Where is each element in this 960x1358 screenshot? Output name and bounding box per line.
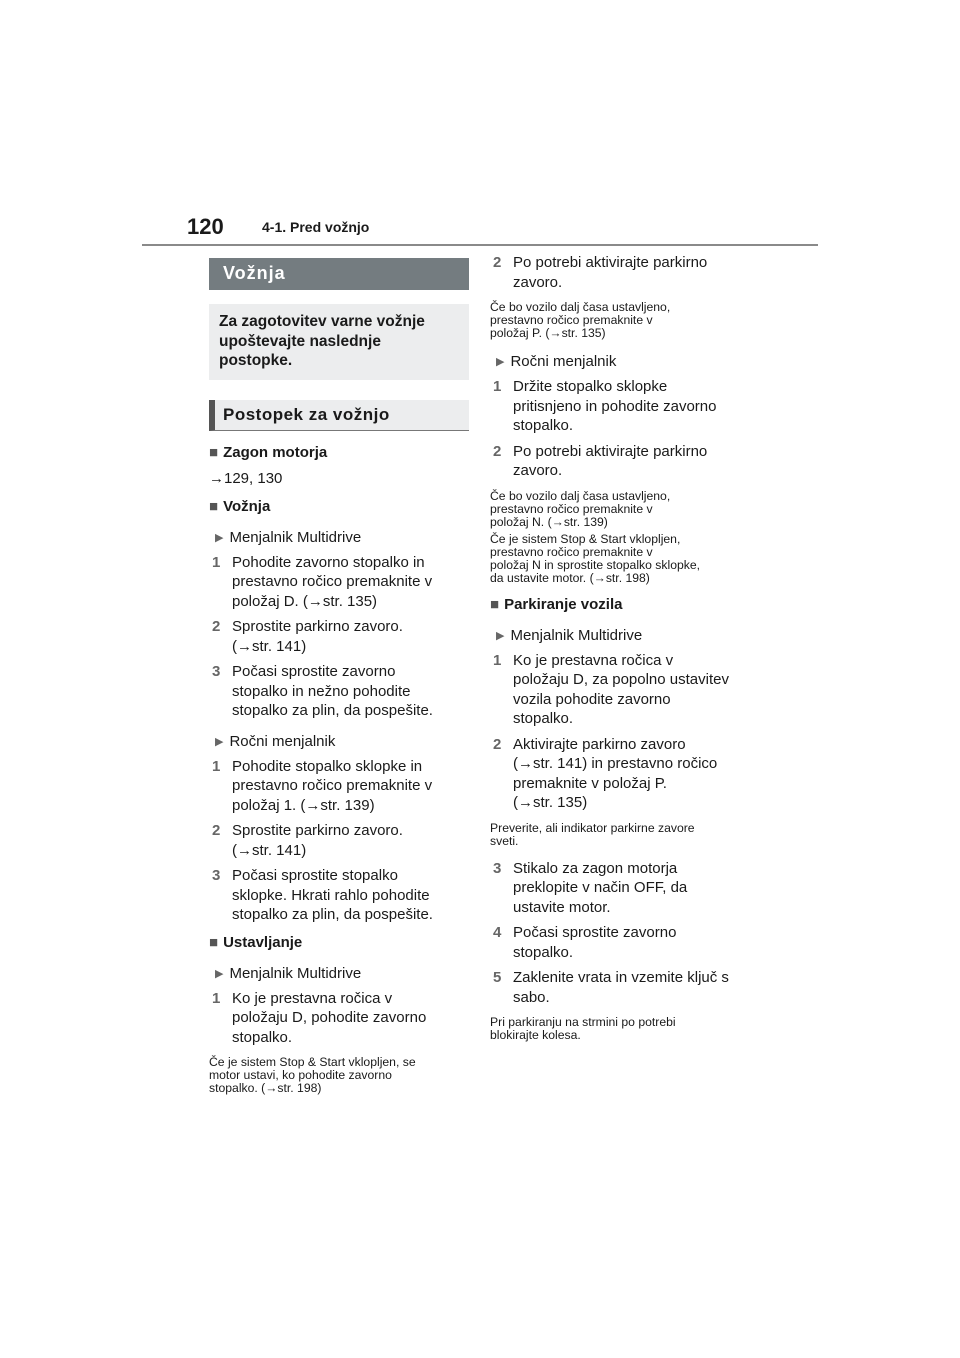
step xyxy=(490,968,755,1007)
note-line: Če bo vozilo dalj časa ustavljeno, xyxy=(490,300,671,314)
note xyxy=(209,1056,469,1095)
note-line: Pri parkiranju na strmini po potrebi xyxy=(490,1015,676,1029)
step-number: 1 xyxy=(493,378,502,395)
step-line: Po potrebi aktivirajte parkirno xyxy=(513,254,708,271)
step-line: (→str. 135) xyxy=(513,794,588,811)
step-number: 1 xyxy=(212,553,221,571)
step-line: Ko je prestavna ročica v xyxy=(232,989,393,1007)
label-text: Ročni menjalnik xyxy=(510,353,617,370)
square-bullet-icon: ■ xyxy=(209,933,219,951)
triangle-bullet-icon: ▶ xyxy=(215,735,224,748)
note-line: Če bo vozilo dalj časa ustavljeno, xyxy=(490,488,671,503)
transmission-label xyxy=(490,352,755,373)
step-line: Sprostite parkirno zavoro. xyxy=(232,822,403,839)
intro-line: upoštevajte naslednje xyxy=(219,332,381,350)
note xyxy=(490,301,755,340)
step-number: 2 xyxy=(493,254,502,271)
step xyxy=(490,442,755,481)
heading-start-engine xyxy=(209,443,469,462)
heading-driving xyxy=(209,497,469,516)
step xyxy=(209,821,469,860)
square-bullet-icon: ■ xyxy=(209,443,219,461)
note-line: sveti. xyxy=(490,833,519,848)
step xyxy=(209,757,469,816)
step-line: (→str. 141) xyxy=(232,841,307,859)
note xyxy=(490,822,755,848)
step-line: Počasi sprostite zavorno xyxy=(513,924,677,941)
note-line: prestavno ročico premaknite v xyxy=(490,544,653,559)
step xyxy=(209,617,469,656)
step-line: premaknite v položaj P. xyxy=(513,774,667,792)
step xyxy=(490,735,755,813)
step xyxy=(209,553,469,612)
step-line: prestavno ročico premaknite v xyxy=(232,573,433,590)
step-line: (→str. 141) in prestavno ročico xyxy=(513,755,718,772)
step-line: sklopke. Hkrati rahlo pohodite xyxy=(232,886,430,904)
intro-line: Za zagotovitev varne vožnje xyxy=(219,313,425,330)
step-line: stopalko za plin, da pospešite. xyxy=(232,702,433,719)
step-line: vozila pohodite zavorno xyxy=(513,690,671,708)
step-line: Pohodite zavorno stopalko in xyxy=(232,553,425,571)
note-line: prestavno ročico premaknite v xyxy=(490,501,653,516)
step xyxy=(490,651,755,729)
step-line: zavoro. xyxy=(513,462,563,479)
step-line: Držite stopalko sklopke xyxy=(513,378,668,395)
step-line: (→str. 141) xyxy=(232,637,307,655)
note-line: Preverite, ali indikator parkirne zavore xyxy=(490,820,695,835)
step-number: 5 xyxy=(493,969,502,986)
step-number: 1 xyxy=(212,989,221,1007)
step-line: Počasi sprostite zavorno xyxy=(232,663,396,680)
transmission-label xyxy=(209,528,469,549)
triangle-bullet-icon: ▶ xyxy=(215,531,224,544)
step xyxy=(490,253,755,292)
section-banner: Vožnja xyxy=(209,258,469,290)
label-text: Menjalnik Multidrive xyxy=(229,528,362,546)
page-number: 120 xyxy=(187,214,224,239)
step-number: 3 xyxy=(493,859,502,877)
note xyxy=(490,490,755,529)
note-line: prestavno ročico premaknite v xyxy=(490,313,653,327)
step-line: sabo. xyxy=(513,988,550,1006)
label-text: Ročni menjalnik xyxy=(229,732,336,750)
step-line: stopalko. xyxy=(232,1028,293,1046)
note-line: stopalko. (→str. 198) xyxy=(209,1081,322,1095)
step-line: položaju D, za popolno ustavitev xyxy=(513,671,729,688)
heading-text: Zagon motorja xyxy=(223,443,328,461)
triangle-bullet-icon: ▶ xyxy=(215,967,224,980)
step-line: Aktivirajte parkirno zavoro xyxy=(513,735,686,753)
note-line: položaj N. (→str. 139) xyxy=(490,514,608,529)
step xyxy=(209,989,469,1048)
note xyxy=(490,1016,755,1042)
step-line: prestavno ročico premaknite v xyxy=(232,777,433,794)
step-line: zavoro. xyxy=(513,273,563,291)
transmission-label xyxy=(209,732,469,753)
step xyxy=(209,662,469,721)
step-line: stopalko. xyxy=(513,943,574,961)
intro-line: postopke. xyxy=(219,352,293,369)
section-title: 4-1. Pred vožnjo xyxy=(262,219,370,235)
heading-text: Vožnja xyxy=(223,497,271,515)
step-line: Pohodite stopalko sklopke in xyxy=(232,757,423,775)
step-line: stopalko in nežno pohodite xyxy=(232,682,411,700)
right-column xyxy=(490,253,755,1042)
triangle-bullet-icon: ▶ xyxy=(496,356,505,368)
heading-stopping xyxy=(209,933,469,952)
step-number: 2 xyxy=(493,442,502,460)
page-reference: →129, 130 xyxy=(209,469,283,487)
header-rule xyxy=(142,244,818,246)
note-line: Če je sistem Stop & Start vklopljen, xyxy=(490,531,681,546)
note-line: da ustavite motor. (→str. 198) xyxy=(490,570,650,585)
transmission-label xyxy=(490,626,755,647)
note xyxy=(490,533,755,585)
triangle-bullet-icon: ▶ xyxy=(496,629,505,642)
label-text: Menjalnik Multidrive xyxy=(229,964,362,982)
step-line: Po potrebi aktivirajte parkirno xyxy=(513,442,708,460)
step-line: Ko je prestavna ročica v xyxy=(513,651,674,669)
step-line: položaj D. (→str. 135) xyxy=(232,592,378,610)
intro-box xyxy=(209,304,469,380)
step-number: 2 xyxy=(493,735,502,753)
step-number: 1 xyxy=(212,757,221,775)
step-number: 3 xyxy=(212,663,221,680)
step-number: 3 xyxy=(212,867,221,884)
step-number: 2 xyxy=(212,618,221,635)
subheading: Postopek za vožnjo xyxy=(209,400,469,431)
step xyxy=(490,377,755,436)
step-line: položaju D, pohodite zavorno xyxy=(232,1009,427,1026)
note-line: položaj N in sprostite stopalko sklopke, xyxy=(490,557,701,572)
note-line: Če je sistem Stop & Start vklopljen, se xyxy=(209,1055,416,1069)
transmission-label xyxy=(209,964,469,985)
square-bullet-icon: ■ xyxy=(490,595,500,613)
note-line: motor ustavi, ko pohodite zavorno xyxy=(209,1068,392,1082)
heading-text: Ustavljanje xyxy=(223,933,303,951)
step-line: stopalko. xyxy=(513,710,574,727)
step-line: položaj 1. (→str. 139) xyxy=(232,796,375,814)
step-line: Stikalo za zagon motorja xyxy=(513,859,678,877)
left-column xyxy=(209,258,469,1095)
step-number: 2 xyxy=(212,822,221,839)
step-number: 4 xyxy=(493,924,502,941)
step xyxy=(209,866,469,925)
square-bullet-icon: ■ xyxy=(209,497,219,515)
step-line: Sprostite parkirno zavoro. xyxy=(232,618,403,635)
heading-text: Parkiranje vozila xyxy=(504,595,623,613)
step-line: pritisnjeno in pohodite zavorno xyxy=(513,397,717,415)
step-line: Zaklenite vrata in vzemite ključ s xyxy=(513,969,729,986)
step xyxy=(490,859,755,918)
note-line: položaj P. (→str. 135) xyxy=(490,326,606,340)
step xyxy=(490,923,755,962)
heading-parking xyxy=(490,595,755,614)
step-line: stopalko za plin, da pospešite. xyxy=(232,906,433,923)
step-line: ustavite motor. xyxy=(513,898,611,916)
label-text: Menjalnik Multidrive xyxy=(510,626,643,644)
note-line: blokirajte kolesa. xyxy=(490,1028,581,1042)
step-line: Počasi sprostite stopalko xyxy=(232,867,398,884)
step-line: preklopite v način OFF, da xyxy=(513,879,688,896)
step-line: stopalko. xyxy=(513,417,574,434)
step-number: 1 xyxy=(493,651,502,669)
